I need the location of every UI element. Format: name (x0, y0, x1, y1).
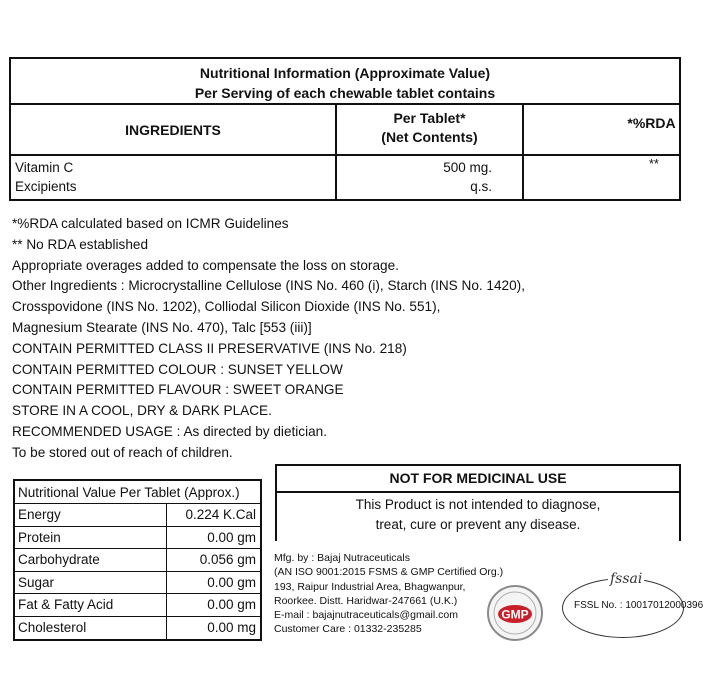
ingredient-name: Excipients (15, 179, 77, 194)
ingredients-column-header: INGREDIENTS (11, 105, 337, 154)
not-medicinal-box (275, 464, 681, 541)
note-line: *%RDA calculated based on ICMR Guidelines (12, 216, 289, 231)
note-line: To be stored out of reach of children. (12, 444, 233, 460)
nutrient-value: 0.00 gm (207, 597, 256, 613)
per-tablet-column-header (337, 105, 524, 154)
ingredient-amount: q.s. (470, 179, 492, 194)
nutrient-name: Energy (15, 504, 167, 526)
note-line: Other Ingredients : Microcrystalline Cellulose (INS No. 460 (i), Starch (INS No. 1420), (12, 278, 525, 294)
note-line: RECOMMENDED USAGE : As directed by dietician. (12, 423, 328, 439)
nutrient-name: Protein (15, 527, 167, 549)
not-medicinal-title: NOT FOR MEDICINAL USE (277, 466, 679, 493)
table-row (15, 572, 260, 595)
nutritional-value-title: Nutritional Value Per Tablet (Approx.) (15, 481, 260, 504)
note-line: Crosspovidone (INS No. 1202), Colliodal Silicon Dioxide (INS No. 551), (12, 299, 441, 315)
mfg-line: (AN ISO 9001:2015 FSMS & GMP Certified Org.) (274, 566, 504, 579)
gmp-badge-text: GMP (501, 607, 529, 622)
mfg-line: Roorkee. Distt. Haridwar-247661 (U.K.) (274, 594, 458, 607)
nutrient-value: 0.00 mg (207, 620, 256, 636)
fssl-license-number: FSSL No. : 10017012000396 (574, 600, 703, 611)
note-line: CONTAIN PERMITTED FLAVOUR : SWEET ORANGE (12, 382, 344, 398)
nutrient-name: Cholesterol (15, 617, 167, 640)
disclaimer-line: This Product is not intended to diagnose, (355, 497, 601, 512)
table-row (15, 504, 260, 527)
nutrient-value: 0.00 gm (207, 574, 256, 590)
note-line: Appropriate overages added to compensate the loss on storage. (12, 257, 399, 273)
disclaimer-text (277, 493, 679, 535)
note-line: ** No RDA established (12, 236, 149, 252)
ingredient-amounts (337, 156, 524, 199)
nutrition-info-header (11, 59, 679, 105)
label-notes (12, 214, 572, 464)
manufacturer-info (274, 551, 504, 637)
nutrient-name: Sugar (15, 572, 167, 594)
mfg-line: 193, Raipur Industrial Area, Bhagwanpur, (274, 580, 466, 593)
table-row (15, 527, 260, 550)
rda-value: ** (648, 156, 659, 171)
nutrient-name: Carbohydrate (15, 549, 167, 571)
rda-column-header: *%RDA (627, 115, 676, 131)
net-contents-label: (Net Contents) (381, 129, 478, 145)
mfg-line: Mfg. by : Bajaj Nutraceuticals (274, 552, 410, 564)
note-line: CONTAIN PERMITTED COLOUR : SUNSET YELLOW (12, 361, 343, 377)
nutrient-name: Fat & Fatty Acid (15, 594, 167, 616)
ingredient-name: Vitamin C (15, 160, 74, 175)
ingredient-rows (11, 156, 679, 199)
ingredient-amount: 500 mg. (443, 160, 492, 175)
note-line: STORE IN A COOL, DRY & DARK PLACE. (12, 403, 272, 419)
mfg-line: E-mail : bajajnutraceuticals@gmail.com (274, 609, 458, 622)
gmp-seal-icon (486, 584, 544, 642)
note-line: Magnesium Stearate (INS No. 470), Talc [553 (iii)] (12, 319, 312, 335)
nutrient-value: 0.00 gm (207, 529, 256, 545)
table-row (15, 617, 260, 640)
column-headers (11, 105, 679, 156)
nutritional-value-table (13, 479, 262, 641)
note-line: CONTAIN PERMITTED CLASS II PRESERVATIVE (INS No. 218) (12, 340, 407, 356)
nutrient-value: 0.224 K.Cal (185, 507, 256, 523)
nutrient-value: 0.056 gm (199, 552, 256, 568)
table-row (15, 549, 260, 572)
fssai-logo: fssai (610, 571, 643, 587)
mfg-line: Customer Care : 01332-235285 (274, 623, 422, 636)
nutrition-info-title: Nutritional Information (Approximate Value) (199, 65, 491, 81)
ingredient-rda (524, 156, 679, 199)
nutrition-info-table (9, 57, 681, 201)
per-tablet-label: Per Tablet* (393, 110, 466, 126)
disclaimer-line: treat, cure or prevent any disease. (375, 517, 581, 532)
table-row (15, 594, 260, 617)
ingredient-names (11, 156, 337, 199)
serving-subtitle: Per Serving of each chewable tablet contains (194, 85, 496, 101)
